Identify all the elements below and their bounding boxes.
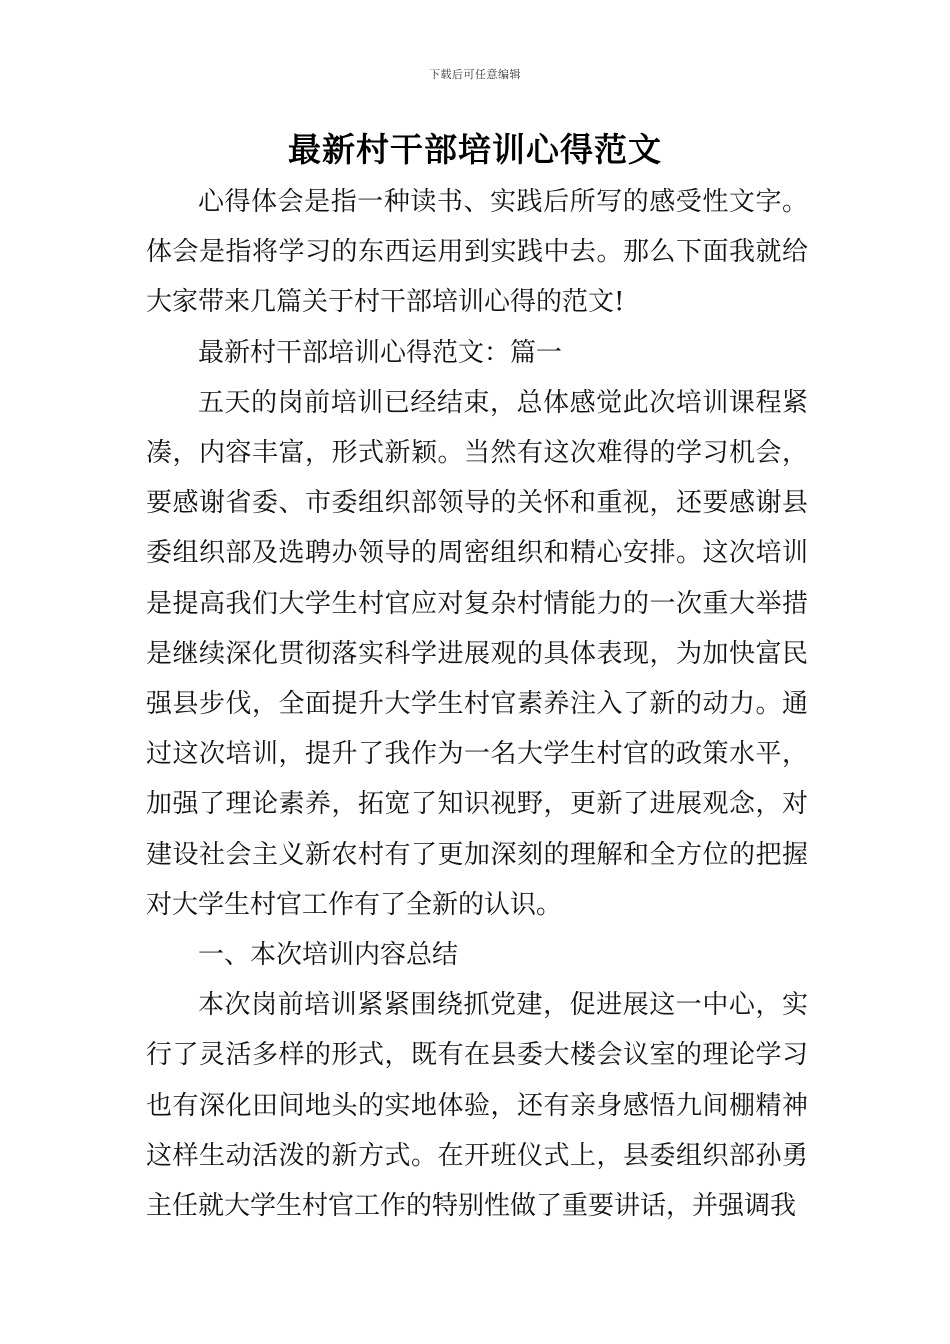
subsection-heading: 一、本次培训内容总结 [198, 940, 459, 971]
document-body [146, 177, 808, 1231]
header-note: 下载后可任意编辑 [429, 68, 521, 81]
intro-paragraph: 心得体会是指一种读书、实践后所写的感受性文字。体会是指将学习的东西运用到实践中去。那么下面我就给大家带来几篇关于村干部培训心得的范文! [146, 187, 808, 318]
section-heading: 最新村干部培训心得范文：篇一 [198, 337, 563, 368]
body-paragraph: 五天的岗前培训已经结束，总体感觉此次培训课程紧凑，内容丰富，形式新颖。当然有这次难得的学习机会，要感谢省委、市委组织部领导的关怀和重视，还要感谢县委组织部及选聘办领导的周密组织和精心安排。这次培训是提高我们大学生村官应对复杂村情能力的一次重大举措是继续深化贯彻落实科学进展观的具体表现，为加快富民强县步伐，全面提升大学生村官素养注入了新的动力。通过这次培训，提升了我作为一名大学生村官的政策水平，加强了理论素养，拓宽了知识视野，更新了进展观念，对建设社会主义新农村有了更加深刻的理解和全方位的把握对大学生村官工作有了全新的认识。 [146, 387, 808, 920]
body-paragraph: 本次岗前培训紧紧围绕抓党建，促进展这一中心，实行了灵活多样的形式，既有在县委大楼会议室的理论学习也有深化田间地头的实地体验，还有亲身感悟九间棚精神这样生动活泼的新方式。在开班仪式上，县委组织部孙勇主任就大学生村官工作的特别性做了重要讲话，并强调我 [146, 990, 808, 1222]
document-title: 最新村干部培训心得范文 [288, 130, 662, 169]
